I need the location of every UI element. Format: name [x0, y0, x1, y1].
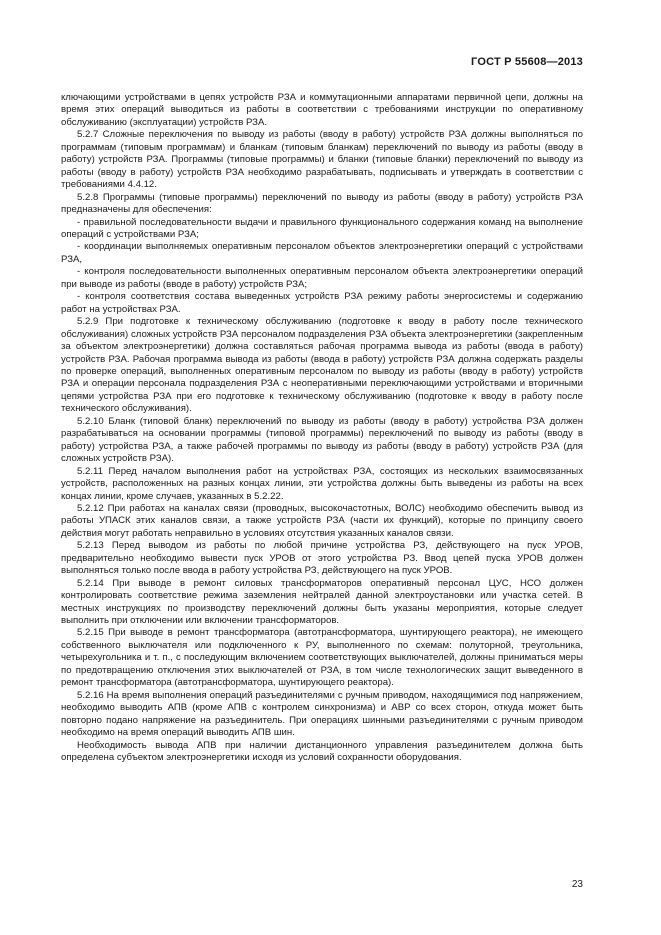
paragraph: 5.2.15 При выводе в ремонт трансформатора (автотрансформатора, шунтирующего реактора), не имеющего собственного выключателя или подключенного к РУ, выполненного по схемам: полуторной, треугольника, четырехугольника и т. п., с последующим включением соответствующих выключателей, должны приниматься меры по предотвращению отключения этих выключателей от РЗА, в том числе технологических защит выведенного в ремонт трансформатора (автотрансформатора, шунтирующего реактора). — [61, 627, 583, 689]
page-number: 23 — [571, 879, 583, 890]
paragraph: - контроля соответствия состава выведенных устройств РЗА режиму работы энергосистемы и содержанию работ на устройствах РЗА. — [61, 291, 583, 315]
paragraph: 5.2.11 Перед началом выполнения работ на устройствах РЗА, состоящих из нескольких взаимосвязанных устройств, расположенных на разных концах линии, эти устройства должны быть выведены из работы на всех концах линии, кроме случаев, указанных в 5.2.22. — [61, 465, 583, 502]
document-body — [61, 92, 583, 764]
paragraph: 5.2.13 Перед выводом из работы по любой причине устройства РЗ, действующего на пуск УРОВ, предварительно необходимо вывести пуск УРОВ от этого устройства РЗ. Ввод цепей пуска УРОВ должен выполняться только после ввода в работу устройства РЗ, действующего на пуск УРОВ. — [61, 540, 583, 577]
paragraph: Необходимость вывода АПВ при наличии дистанционного управления разъединителем должна быть определена субъектом электроэнергетики исходя из условий сохранности оборудования. — [61, 739, 583, 764]
paragraph: - правильной последовательности выдачи и правильного функционального содержания команд на выполнение операций с устройствами РЗА; — [61, 216, 583, 240]
paragraph: 5.2.8 Программы (типовые программы) переключений по выводу из работы (вводу в работу) устройств РЗА предназначены для обеспечения: — [61, 191, 583, 216]
paragraph: - координации выполняемых оперативным персоналом объектов электроэнергетики операций с устройствами РЗА, — [61, 241, 583, 265]
paragraph: 5.2.12 При работах на каналах связи (проводных, высокочастотных, ВОЛС) необходимо обеспечить вывод из работы УПАСК этих каналов связи, а также устройств РЗА (части их функций), которые по принципу своего действия могут работать неправильно в условиях отсутствия указанных каналов связи. — [61, 502, 583, 539]
paragraph: 5.2.16 На время выполнения операций разъединителями с ручным приводом, находящимися под напряжением, необходимо выводить АПВ (кроме АПВ с контролем синхронизма) и АВР со всех сторон, откуда может быть повторно подано напряжение на разъединитель. При операциях шинными разъединителями с ручным приводом необходимо на время операций выводить АПВ шин. — [61, 689, 583, 739]
paragraph: 5.2.9 При подготовке к техническому обслуживанию (подготовке к вводу в работу после технического обслуживания) сложных устройств РЗА персоналом подразделения РЗА объекта электроэнергетики (закрепленным за объектом электроэнергетики) должна составляться рабочая программа вывода из работы (ввода в работу) устройств РЗА. Рабочая программа вывода из работы (ввода в работу) устройств РЗА должна содержать разделы по проверке операций, выполненных оперативным персоналом по выводу из работы (вводу в работу) устройств РЗА и операции персонала подразделения РЗА с неоперативными переключающими устройствами и вторичными цепями устройства РЗА при его подготовке к техническому обслуживанию (подготовке к вводу в работу после технического обслуживания). — [61, 316, 583, 415]
paragraph: ключающими устройствами в цепях устройств РЗА и коммутационными аппаратами первичной цепи, должны на время этих операций выводиться из работы в соответствии с требованиями инструкции по оперативному обслуживанию (эксплуатации) устройств РЗА. — [61, 92, 583, 128]
paragraph: 5.2.7 Сложные переключения по выводу из работы (вводу в работу) устройств РЗА должны выполняться по программам (типовым программам) и бланкам (типовым бланкам) переключений по выводу из работы (вводу в работу) устройств РЗА. Программы (типовые программы) и бланки (типовые бланки) переключений по выводу из работы (вводу в работу) устройств РЗА необходимо разрабатывать, подписывать и утверждать в соответствии с требованиями 4.4.12. — [61, 129, 583, 191]
paragraph: 5.2.10 Бланк (типовой бланк) переключений по выводу из работы (вводу в работу) устройства РЗА должен разрабатываться на основании программы (типовой программы) переключений по выводу из работы (вводу в работу) устройства РЗА, а также рабочей программы по выводу из работы (вводу в работу) устройств РЗА (для сложных устройств РЗА). — [61, 415, 583, 465]
paragraph: 5.2.14 При выводе в ремонт силовых трансформаторов оперативный персонал ЦУС, НСО должен контролировать соответствие режима заземления нейтралей данной электроустановки или участка сетей. В местных инструкциях по производству переключений должны быть указаны мероприятия, которые следует выполнить при отключении или включении трансформаторов. — [61, 577, 583, 627]
paragraph: - контроля последовательности выполненных оперативным персоналом объекта электроэнергетики операций при выводе из работы (вводе в работу) устройств РЗА; — [61, 266, 583, 290]
standard-designation: ГОСТ Р 55608—2013 — [471, 56, 583, 68]
